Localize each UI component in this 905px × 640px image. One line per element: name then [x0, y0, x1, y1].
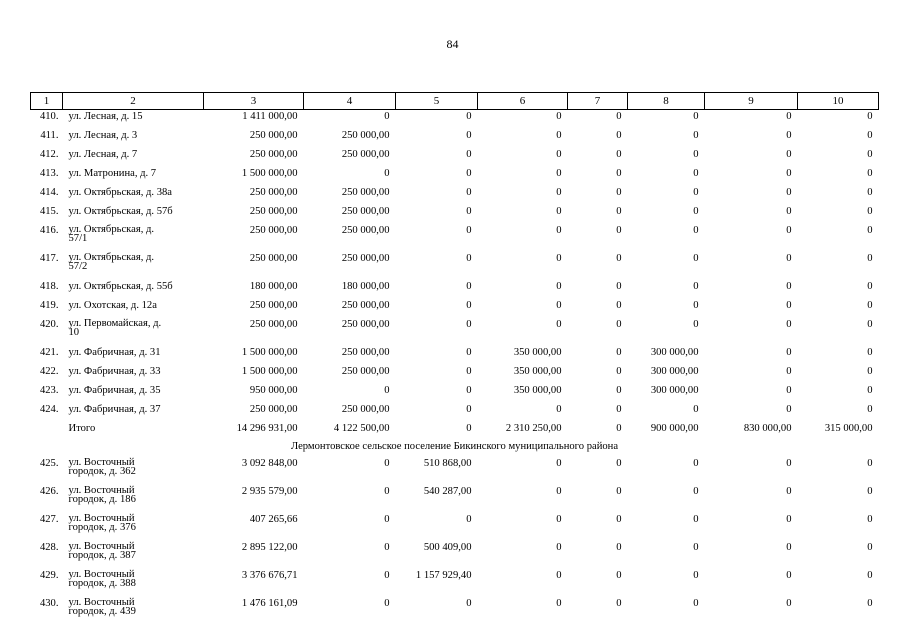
row-number: 427. [39, 514, 59, 525]
row-number: 424. [39, 404, 59, 415]
value-cell: 0 [786, 130, 792, 141]
value-cell: 250 000,00 [341, 130, 390, 141]
value-cell: 0 [616, 458, 622, 469]
section-header [31, 441, 879, 457]
value-cell: 1 476 161,09 [241, 598, 298, 609]
address-cell [63, 346, 204, 365]
row-number: 411. [40, 130, 59, 141]
value-cell: 0 [556, 570, 562, 581]
value-cell: 0 [867, 542, 873, 553]
value-cell: 0 [693, 570, 699, 581]
value-cell: 2 895 122,00 [241, 542, 298, 553]
value-cell: 0 [693, 404, 699, 415]
value-cell: 0 [786, 281, 792, 292]
value-cell: 250 000,00 [341, 187, 390, 198]
row-number: 429. [39, 570, 59, 581]
value-cell: 0 [786, 206, 792, 217]
value-cell: 0 [616, 130, 622, 141]
value-cell: 0 [693, 149, 699, 160]
value-cell: 0 [466, 206, 472, 217]
table-body-b [31, 457, 879, 625]
value-cell: 0 [616, 187, 622, 198]
value-cell: 0 [556, 542, 562, 553]
table-row [31, 148, 879, 167]
address-cell [63, 148, 204, 167]
table-row [31, 110, 879, 130]
address-cell [63, 252, 204, 280]
table-row [31, 457, 879, 485]
value-cell: 0 [616, 319, 622, 330]
value-cell: 0 [786, 458, 792, 469]
value-cell: 540 287,00 [423, 486, 472, 497]
value-cell: 0 [867, 130, 873, 141]
address-text: ул. Лесная, д. 15 [68, 111, 143, 122]
value-cell: 0 [616, 281, 622, 292]
value-cell: 0 [867, 385, 873, 396]
address-text: ул. Восточный городок, д. 186 [68, 485, 136, 505]
header-cell: 10 [798, 93, 879, 110]
value-cell: 0 [616, 404, 622, 415]
value-cell: 0 [693, 281, 699, 292]
value-cell: 0 [616, 111, 622, 122]
table-row [31, 167, 879, 186]
address-cell [63, 280, 204, 299]
value-cell: 0 [556, 225, 562, 236]
value-cell: 0 [786, 253, 792, 264]
value-cell: 0 [556, 111, 562, 122]
value-cell: 0 [786, 347, 792, 358]
address-text: ул. Охотская, д. 12а [68, 300, 157, 311]
address-text: ул. Матронина, д. 7 [68, 168, 157, 179]
address-text: ул. Восточный городок, д. 387 [68, 541, 136, 561]
value-cell: 0 [867, 300, 873, 311]
value-cell: 1 500 000,00 [241, 347, 298, 358]
value-cell: 250 000,00 [341, 404, 390, 415]
value-cell: 0 [466, 168, 472, 179]
value-cell: 0 [616, 300, 622, 311]
value-cell: 0 [867, 187, 873, 198]
value-cell: 3 376 676,71 [241, 570, 298, 581]
value-cell: 0 [867, 111, 873, 122]
value-cell: 0 [556, 300, 562, 311]
value-cell: 900 000,00 [650, 423, 699, 434]
header-cell: 4 [304, 93, 396, 110]
value-cell: 0 [616, 168, 622, 179]
value-cell: 0 [466, 187, 472, 198]
value-cell: 0 [616, 347, 622, 358]
value-cell: 0 [867, 206, 873, 217]
address-cell [63, 541, 204, 569]
table-row [31, 224, 879, 252]
value-cell: 250 000,00 [341, 319, 390, 330]
value-cell: 0 [556, 187, 562, 198]
value-cell: 250 000,00 [341, 366, 390, 377]
row-number: 423. [39, 385, 59, 396]
value-cell: 0 [867, 168, 873, 179]
row-number [31, 422, 63, 441]
value-cell: 0 [786, 404, 792, 415]
value-cell: 0 [616, 206, 622, 217]
value-cell: 0 [556, 253, 562, 264]
header-cell: 1 [31, 93, 63, 110]
value-cell: 0 [786, 514, 792, 525]
value-cell: 0 [867, 225, 873, 236]
value-cell: 0 [693, 206, 699, 217]
row-number: 419. [39, 300, 59, 311]
value-cell: 0 [693, 514, 699, 525]
value-cell: 0 [466, 253, 472, 264]
value-cell: 250 000,00 [249, 130, 298, 141]
value-cell: 0 [466, 598, 472, 609]
address-text: ул. Первомайская, д. 10 [68, 318, 162, 338]
value-cell: 250 000,00 [341, 149, 390, 160]
value-cell: 4 122 500,00 [333, 423, 390, 434]
value-cell: 0 [867, 570, 873, 581]
value-cell: 0 [786, 187, 792, 198]
value-cell: 0 [616, 570, 622, 581]
address-cell [63, 129, 204, 148]
value-cell: 0 [384, 385, 390, 396]
value-cell: 0 [616, 385, 622, 396]
address-text: ул. Лесная, д. 7 [68, 149, 138, 160]
value-cell: 0 [786, 149, 792, 160]
value-cell: 0 [556, 149, 562, 160]
table-row [31, 365, 879, 384]
address-cell [63, 422, 204, 441]
value-cell: 0 [556, 486, 562, 497]
address-text: ул. Октябрьская, д. 38а [68, 187, 172, 198]
table-row [31, 129, 879, 148]
value-cell: 0 [616, 149, 622, 160]
value-cell: 300 000,00 [650, 366, 699, 377]
address-cell [63, 299, 204, 318]
address-text: ул. Фабричная, д. 33 [68, 366, 161, 377]
value-cell: 0 [616, 225, 622, 236]
table-row [31, 186, 879, 205]
row-number: 428. [39, 542, 59, 553]
value-cell: 0 [693, 319, 699, 330]
value-cell: 350 000,00 [513, 347, 562, 358]
value-cell: 250 000,00 [249, 149, 298, 160]
value-cell: 0 [867, 598, 873, 609]
page-number: 84 [446, 37, 459, 51]
value-cell: 0 [867, 404, 873, 415]
table-row [31, 346, 879, 365]
value-cell: 0 [466, 225, 472, 236]
value-cell: 0 [693, 111, 699, 122]
value-cell: 0 [786, 225, 792, 236]
row-number: 410. [39, 111, 59, 122]
table-row [31, 280, 879, 299]
address-cell [63, 597, 204, 625]
value-cell: 0 [867, 514, 873, 525]
table-row [31, 422, 879, 441]
header-cell: 5 [396, 93, 478, 110]
value-cell: 250 000,00 [249, 206, 298, 217]
header-cell: 7 [568, 93, 628, 110]
address-cell [63, 384, 204, 403]
row-number: 416. [39, 225, 59, 236]
value-cell: 250 000,00 [341, 253, 390, 264]
row-number: 426. [39, 486, 59, 497]
row-number: 430. [39, 598, 59, 609]
value-cell: 1 411 000,00 [242, 111, 298, 122]
address-text: ул. Фабричная, д. 37 [68, 404, 161, 415]
value-cell: 300 000,00 [650, 385, 699, 396]
address-cell [63, 110, 204, 130]
table-row [31, 485, 879, 513]
value-cell: 0 [786, 300, 792, 311]
value-cell: 0 [867, 281, 873, 292]
value-cell: 0 [466, 130, 472, 141]
value-cell: 0 [466, 149, 472, 160]
address-text: ул. Фабричная, д. 31 [68, 347, 161, 358]
value-cell: 0 [786, 486, 792, 497]
row-number: 412. [39, 149, 59, 160]
value-cell: 0 [867, 319, 873, 330]
value-cell: 0 [556, 206, 562, 217]
value-cell: 0 [693, 130, 699, 141]
value-cell: 0 [466, 514, 472, 525]
value-cell: 0 [867, 149, 873, 160]
address-cell [63, 167, 204, 186]
address-cell [63, 224, 204, 252]
table-row [31, 384, 879, 403]
row-number: 422. [39, 366, 59, 377]
value-cell: 250 000,00 [249, 300, 298, 311]
table-row [31, 252, 879, 280]
value-cell: 1 500 000,00 [241, 366, 298, 377]
row-number: 415. [39, 206, 59, 217]
header-cell: 8 [628, 93, 705, 110]
value-cell: 315 000,00 [824, 423, 873, 434]
value-cell: 0 [466, 404, 472, 415]
value-cell: 0 [556, 319, 562, 330]
address-text: ул. Октябрьская, д. 55б [68, 281, 173, 292]
value-cell: 0 [867, 253, 873, 264]
value-cell: 2 310 250,00 [505, 423, 562, 434]
value-cell: 0 [384, 111, 390, 122]
value-cell: 1 157 929,40 [415, 570, 472, 581]
value-cell: 0 [616, 423, 622, 434]
value-cell: 250 000,00 [249, 404, 298, 415]
value-cell: 0 [616, 366, 622, 377]
data-table [30, 92, 879, 625]
row-number: 413. [39, 168, 59, 179]
value-cell: 250 000,00 [249, 187, 298, 198]
value-cell: 250 000,00 [341, 347, 390, 358]
table-row [31, 513, 879, 541]
value-cell: 0 [693, 598, 699, 609]
address-text: ул. Октябрьская, д. 57б [68, 206, 173, 217]
value-cell: 0 [384, 168, 390, 179]
value-cell: 500 409,00 [423, 542, 472, 553]
row-number: 417. [39, 253, 59, 264]
value-cell: 0 [616, 598, 622, 609]
value-cell: 0 [384, 514, 390, 525]
address-cell [63, 403, 204, 422]
table-row [31, 318, 879, 346]
value-cell: 0 [616, 542, 622, 553]
value-cell: 0 [693, 168, 699, 179]
table-row [31, 403, 879, 422]
table-body-a [31, 110, 879, 442]
address-text: ул. Восточный городок, д. 376 [68, 513, 136, 533]
value-cell: 250 000,00 [341, 206, 390, 217]
value-cell: 0 [384, 542, 390, 553]
table-row [31, 299, 879, 318]
value-cell: 0 [616, 486, 622, 497]
address-cell [63, 457, 204, 485]
value-cell: 0 [786, 319, 792, 330]
value-cell: 250 000,00 [249, 225, 298, 236]
value-cell: 250 000,00 [249, 319, 298, 330]
address-cell [63, 205, 204, 224]
row-number: 420. [39, 319, 59, 330]
value-cell: 0 [693, 225, 699, 236]
value-cell: 0 [556, 130, 562, 141]
value-cell: 2 935 579,00 [241, 486, 298, 497]
address-text: Итого [68, 423, 96, 434]
value-cell: 0 [786, 168, 792, 179]
value-cell: 0 [786, 598, 792, 609]
address-cell [63, 365, 204, 384]
value-cell: 300 000,00 [650, 347, 699, 358]
value-cell: 14 296 931,00 [236, 423, 298, 434]
header-cell: 2 [63, 93, 204, 110]
value-cell: 0 [384, 570, 390, 581]
value-cell: 510 868,00 [423, 458, 472, 469]
table-row [31, 541, 879, 569]
value-cell: 0 [466, 366, 472, 377]
value-cell: 0 [786, 111, 792, 122]
value-cell: 0 [556, 598, 562, 609]
table-row [31, 205, 879, 224]
value-cell: 0 [693, 458, 699, 469]
table-row [31, 569, 879, 597]
value-cell: 0 [693, 300, 699, 311]
value-cell: 250 000,00 [249, 253, 298, 264]
row-number: 425. [39, 458, 59, 469]
value-cell: 0 [556, 404, 562, 415]
row-number: 421. [39, 347, 59, 358]
address-text: ул. Восточный городок, д. 388 [68, 569, 136, 589]
value-cell: 0 [616, 514, 622, 525]
value-cell: 0 [786, 366, 792, 377]
value-cell: 0 [466, 423, 472, 434]
value-cell: 350 000,00 [513, 385, 562, 396]
value-cell: 0 [466, 300, 472, 311]
value-cell: 0 [556, 458, 562, 469]
value-cell: 1 500 000,00 [241, 168, 298, 179]
value-cell: 250 000,00 [341, 300, 390, 311]
value-cell: 407 265,66 [249, 514, 298, 525]
address-cell [63, 569, 204, 597]
value-cell: 0 [466, 385, 472, 396]
value-cell: 0 [693, 486, 699, 497]
address-text: ул. Фабричная, д. 35 [68, 385, 161, 396]
value-cell: 0 [556, 168, 562, 179]
value-cell: 0 [786, 542, 792, 553]
header-cell: 3 [204, 93, 304, 110]
address-cell [63, 318, 204, 346]
value-cell: 0 [867, 366, 873, 377]
address-cell [63, 513, 204, 541]
value-cell: 180 000,00 [341, 281, 390, 292]
value-cell: 0 [616, 253, 622, 264]
value-cell: 0 [384, 458, 390, 469]
address-cell [63, 186, 204, 205]
value-cell: 0 [693, 542, 699, 553]
value-cell: 0 [867, 458, 873, 469]
value-cell: 830 000,00 [743, 423, 792, 434]
address-text: ул. Октябрьская, д. 57/1 [68, 224, 155, 244]
table-row [31, 597, 879, 625]
value-cell: 0 [693, 253, 699, 264]
value-cell: 0 [786, 385, 792, 396]
value-cell: 350 000,00 [513, 366, 562, 377]
value-cell: 950 000,00 [249, 385, 298, 396]
value-cell: 180 000,00 [249, 281, 298, 292]
address-text: ул. Восточный городок, д. 362 [68, 457, 136, 477]
value-cell: 0 [693, 187, 699, 198]
value-cell: 250 000,00 [341, 225, 390, 236]
value-cell: 0 [384, 598, 390, 609]
section-title: Лермонтовское сельское поселение Бикинского муниципального района [290, 441, 619, 452]
value-cell: 3 092 848,00 [241, 458, 298, 469]
row-number: 418. [39, 281, 59, 292]
value-cell: 0 [556, 514, 562, 525]
value-cell: 0 [867, 347, 873, 358]
address-text: ул. Восточный городок, д. 439 [68, 597, 136, 617]
value-cell: 0 [466, 347, 472, 358]
header-cell: 9 [705, 93, 798, 110]
value-cell: 0 [867, 486, 873, 497]
value-cell: 0 [786, 570, 792, 581]
table-header [31, 93, 879, 110]
value-cell: 0 [466, 281, 472, 292]
address-cell [63, 485, 204, 513]
address-text: ул. Лесная, д. 3 [68, 130, 138, 141]
address-text: ул. Октябрьская, д. 57/2 [68, 252, 155, 272]
row-number: 414. [39, 187, 59, 198]
value-cell: 0 [466, 319, 472, 330]
value-cell: 0 [466, 111, 472, 122]
value-cell: 0 [556, 281, 562, 292]
value-cell: 0 [384, 486, 390, 497]
header-cell: 6 [478, 93, 568, 110]
